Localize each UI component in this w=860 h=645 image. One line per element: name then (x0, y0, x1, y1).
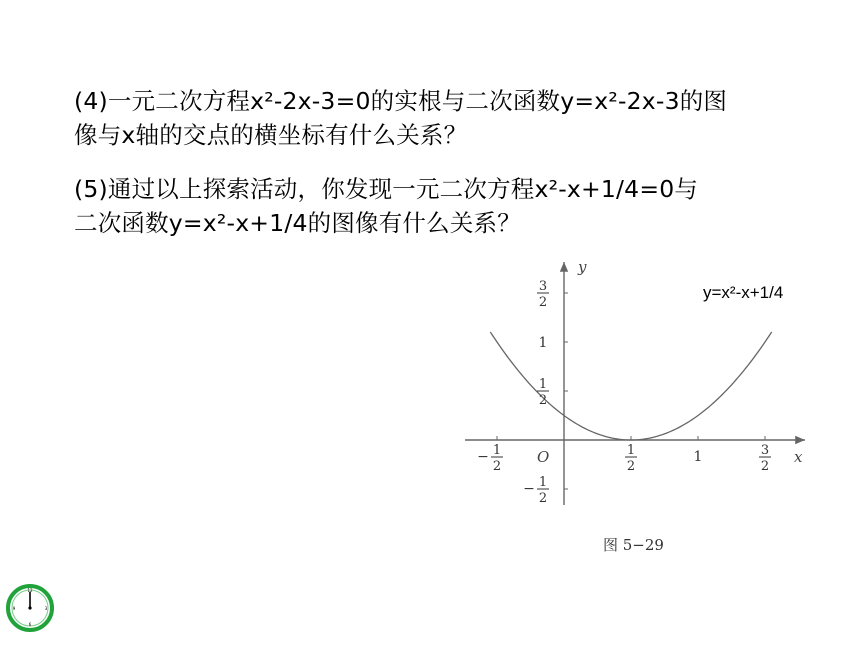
y-tick-label-0-denominator: 2 (538, 295, 548, 310)
question-5-line-2: 二次函数y=x²-x+1/4的图像有什么关系？ (74, 209, 521, 237)
x-tick-label-0-denominator: 2 (492, 459, 502, 474)
y-tick-label-3-minus: − (523, 481, 535, 497)
question-5 (74, 172, 834, 240)
x-tick-label-0-numerator: 1 (492, 443, 502, 458)
question-4-line-1: (4)一元二次方程x²-2x-3=0的实根与二次函数y=x²-2x-3的图 (74, 87, 728, 115)
clock-numeral-12: 12 (27, 588, 33, 593)
y-axis-label: y (578, 258, 587, 276)
clock-icon[interactable] (5, 580, 55, 636)
origin-label: O (537, 448, 550, 466)
clock-numeral-6: 6 (28, 622, 32, 627)
y-tick-label-3-denominator: 2 (538, 491, 548, 506)
x-tick-label-1-denominator: 2 (626, 459, 636, 474)
x-tick-label-0-minus: − (477, 449, 489, 465)
question-5-line-1: (5)通过以上探索活动，你发现一元二次方程x²-x+1/4=0与 (74, 175, 699, 203)
parabola-curve (490, 332, 771, 440)
figure-caption: 图 5−29 (603, 536, 664, 554)
y-tick-label-3-numerator: 1 (538, 475, 548, 490)
y-tick-label-2-numerator: 1 (538, 377, 548, 392)
x-tick-label-3-numerator: 3 (760, 443, 770, 458)
x-axis-label: x (794, 448, 803, 466)
x-tick-label-1-numerator: 1 (626, 443, 636, 458)
y-tick-label-1: 1 (538, 335, 548, 351)
y-tick-label-2-denominator: 2 (538, 393, 548, 408)
x-tick-label-3-denominator: 2 (760, 459, 770, 474)
function-label: y=x²-x+1/4 (703, 283, 784, 302)
axis-ticks (477, 279, 771, 506)
clock-numeral-9: 9 (12, 606, 16, 611)
y-tick-label-0-numerator: 3 (538, 279, 548, 294)
question-4 (74, 84, 834, 152)
clock-center (28, 606, 31, 609)
clock-numeral-3: 3 (44, 606, 48, 611)
x-tick-label-2: 1 (693, 449, 703, 465)
question-4-line-2: 像与x轴的交点的横坐标有什么关系？ (74, 121, 468, 149)
